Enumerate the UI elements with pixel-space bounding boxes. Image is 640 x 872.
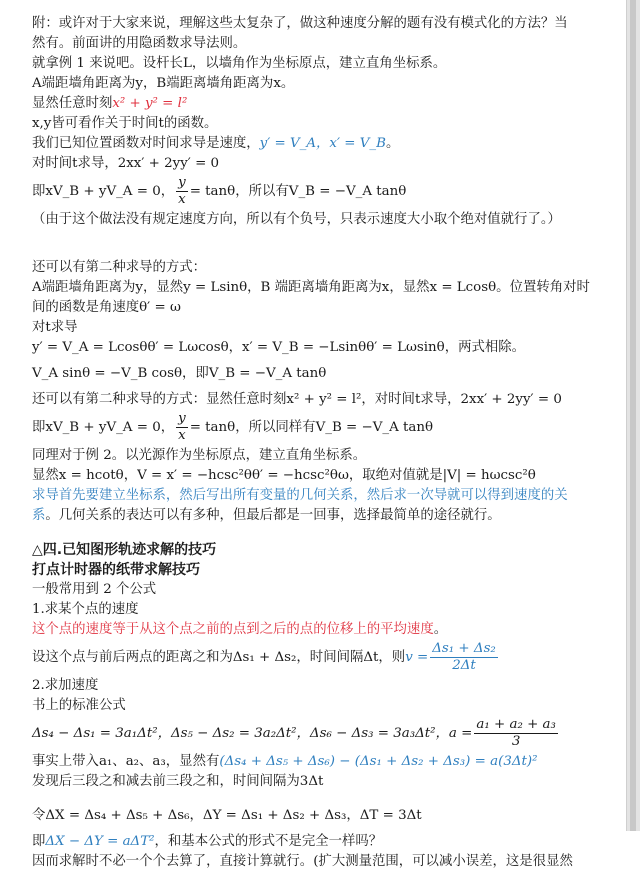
equation: Δs₄ − Δs₁ = 3a₁Δt²，Δs₅ − Δs₂ = 3a₂Δt²，Δs₆ − Δs₃ = 3a₃Δt²，a =: [32, 726, 473, 741]
text-line: [32, 506, 602, 526]
text-line: V_A sinθ = −V_B cosθ，即V_B = −V_A tanθ: [32, 366, 327, 381]
fraction-average-acceleration: $\frac{\text{a₁ + a₂ + a₃}}{3}$: [476, 717, 556, 749]
paragraph-gap: [32, 244, 602, 258]
text-line: 1.求某个点的速度: [32, 602, 139, 617]
text-line: 2.求加速度: [32, 678, 99, 693]
text-fragment: 即xV_B + yV_A = 0，: [32, 420, 175, 435]
text-line: 同理对于例 2。以光源作为坐标原点，建立直角坐标系。: [32, 448, 367, 463]
scrollbar-thumb[interactable]: [630, 0, 636, 831]
text-line: （由于这个做法没有规定速度方向，所以有个负号，只表示速度大小取个绝对值就行了。）: [32, 212, 561, 227]
text-fragment: 显然任意时刻: [32, 96, 113, 111]
fraction-velocity: $\frac{\text{Δs₁ + Δs₂}}{2\Delta t}$: [432, 641, 496, 673]
text-line-fraction: [32, 716, 602, 752]
text-fragment: = tanθ，所以有V_B = −V_A tanθ: [189, 184, 407, 199]
text-line: A端距墙角距离为y，显然y = Lsinθ，B 端距离墙角距离为x，显然x = Lcosθ。位置转角对时: [32, 280, 590, 295]
text-fragment-blue: 系: [32, 508, 46, 523]
text-line: 一般常用到 2 个公式: [32, 582, 157, 597]
text-line-fraction: [32, 410, 602, 446]
paragraph-gap: [32, 792, 602, 806]
text-fragment: 即xV_B + yV_A = 0，: [32, 184, 175, 199]
text-line: 书上的标准公式: [32, 698, 126, 713]
text-fragment: 设这个点与前后两点的距离之和为Δs₁ + Δs₂，时间间隔Δt，则: [32, 650, 406, 665]
text-line: 对时间t求导，2xx′ + 2yy′ = 0: [32, 156, 220, 171]
text-line: 令ΔX = Δs₄ + Δs₅ + Δs₆，ΔY = Δs₁ + Δs₂ + Δs₃，ΔT = 3Δt: [32, 808, 422, 823]
text-line: 因而求解时不必一个个去算了，直接计算就行。(扩大测量范围，可以减小误差，这是很显然: [32, 854, 573, 869]
equation-blue: v =: [405, 650, 429, 665]
text-line: [32, 832, 602, 852]
text-line: [32, 752, 602, 772]
paragraph-gap: [32, 230, 602, 244]
text-line: 附：或许对于大家来说，理解这些太复杂了，做这种速度分解的题有没有模式化的方法？当: [32, 16, 568, 31]
text-fragment: 即: [32, 834, 46, 849]
subsection-heading: 打点计时器的纸带求解技巧: [32, 562, 200, 578]
text-fragment: 。: [385, 136, 400, 151]
text-fragment: 事实上带入a₁、a₂、a₃，显然有: [32, 754, 220, 769]
text-line: 发现后三段之和减去前三段之和，时间间隔为3Δt: [32, 774, 324, 789]
text-line: 然有。前面讲的用隐函数求导法则。: [32, 36, 247, 51]
text-fragment: ，和基本公式的形式不是完全一样吗？: [154, 834, 383, 849]
equation-blue: ΔX − ΔY = aΔT²: [45, 834, 155, 849]
text-line: 间的函数是角速度θ′ = ω: [32, 300, 181, 315]
paragraph-gap: [32, 526, 602, 540]
text-line: [32, 620, 602, 640]
vertical-scrollbar[interactable]: [626, 0, 640, 831]
text-line: x,y皆可看作关于时间t的函数。: [32, 116, 218, 131]
text-line-fraction: [32, 640, 602, 676]
text-fragment: 我们已知位置函数对时间求导是速度，: [32, 136, 260, 151]
document-content: [32, 14, 602, 872]
text-line-fraction: [32, 174, 602, 210]
text-line: [32, 134, 602, 154]
text-line: 显然x = hcotθ，V = x′ = −hcsc²θθ′ = −hcsc²θω，取绝对值就是|V| = hωcsc²θ: [32, 468, 536, 483]
text-line: A端距墙角距离为y，B端距离墙角距离为x。: [32, 76, 295, 91]
text-line: 就拿例 1 来说吧。设杆长L，以墙角作为坐标原点，建立直角坐标系。: [32, 56, 447, 71]
equation-blue: (Δs₄ + Δs₅ + Δs₆) − (Δs₁ + Δs₂ + Δs₃) = a(3Δt)²: [219, 754, 538, 769]
text-line: 还可以有第二种求导的方式：显然任意时刻x² + y² = l²，对时间t求导，2xx′ + 2yy′ = 0: [32, 392, 562, 407]
equation-blue: y′ = V_A，x′ = V_B: [259, 136, 386, 151]
text-line: 还可以有第二种求导的方式：: [32, 260, 207, 275]
text-fragment: 。几何关系的表达可以有多种，但最后都是一回事，选择最简单的途径就行。: [45, 508, 501, 523]
section-heading: △四.已知图形轨迹求解的技巧: [32, 542, 217, 558]
text-fragment: = tanθ，所以同样有V_B = −V_A tanθ: [189, 420, 434, 435]
text-line: 对t求导: [32, 320, 78, 335]
text-line: y′ = V_A = Lcosθθ′ = Lωcosθ，x′ = V_B = −Lsinθθ′ = Lωsinθ，两式相除。: [32, 340, 526, 355]
fraction-y-over-x: $\frac{y}{x}$: [178, 175, 186, 207]
text-line: [32, 94, 602, 114]
fraction-y-over-x: $\frac{y}{x}$: [178, 411, 186, 443]
text-fragment: 。: [433, 622, 448, 637]
text-fragment-red: 这个点的速度等于从这个点之前的点到之后的点的位移上的平均速度: [32, 622, 434, 637]
equation-red: x² + y² = l²: [112, 96, 188, 111]
text-line-blue: 求导首先要建立坐标系，然后写出所有变量的几何关系，然后求一次导就可以得到速度的关: [32, 488, 568, 503]
